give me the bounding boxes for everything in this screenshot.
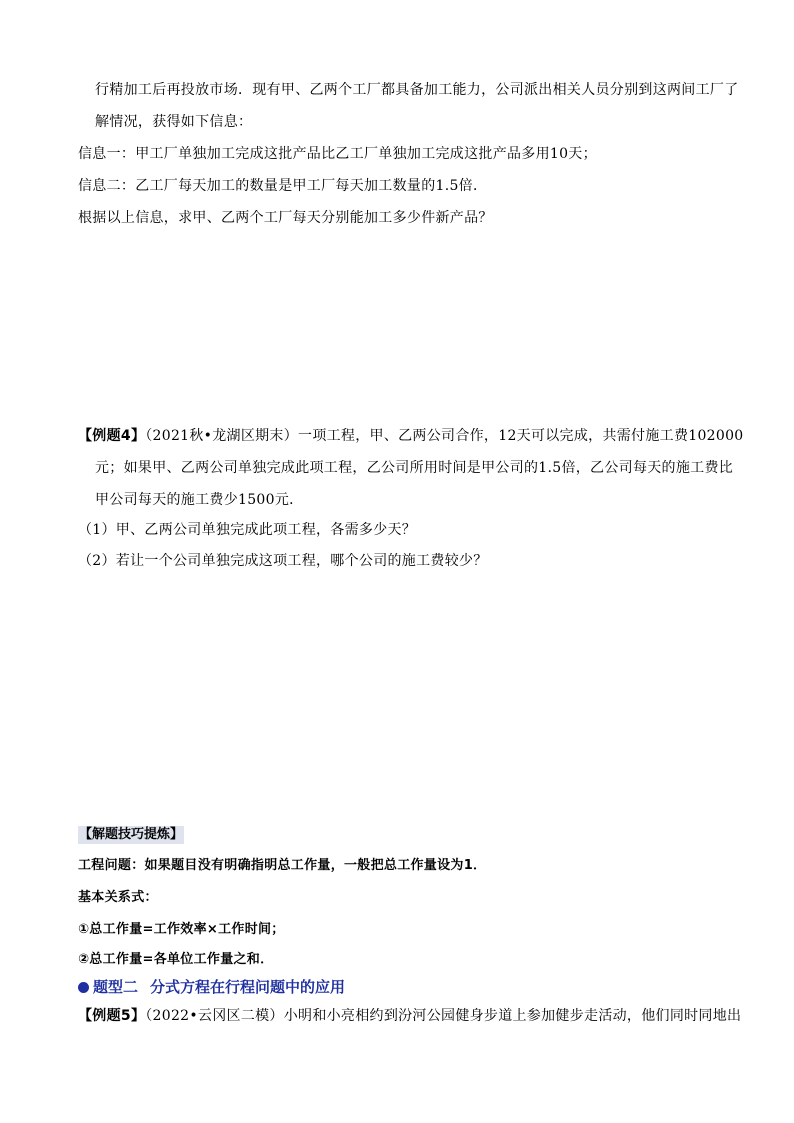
example4-question-1: （1）甲、乙两公司单独完成此项工程，各需多少天？ [78,522,417,538]
tips-line: 基本关系式： [78,890,158,905]
tips-formula-2: ②总工作量=各单位工作量之和． [78,952,274,967]
example5-label: 【例题5】 [78,1008,146,1024]
problem-text-line: 解情况，获得如下信息： [95,114,253,130]
problem-text-line: 行精加工后再投放市场．现有甲、乙两个工厂都具备加工能力，公司派出相关人员分别到这两间工厂了 [95,82,739,98]
problem-question: 根据以上信息，求甲、乙两个工厂每天分别能加工多少件新产品？ [78,210,493,226]
tips-title: 【解题技巧提炼】 [79,827,184,842]
tips-line: 工程问题：如果题目没有明确指明总工作量，一般把总工作量设为1． [78,858,487,873]
tips-formula-1: ①总工作量=工作效率×工作时间； [78,922,285,937]
info-two: 信息二：乙工厂每天加工的数量是甲工厂每天加工数量的1.5倍． [78,178,488,194]
example4-text: （2021秋•龙湖区期末）一项工程，甲、乙两公司合作，12天可以完成，共需付施工费102000 [145,428,744,444]
example4-question-2: （2）若让一个公司单独完成这项工程，哪个公司的施工费较少？ [78,553,488,569]
example4-first-line [78,426,744,446]
example5-text: （2022•云冈区二模）小明和小亮相约到汾河公园健身步道上参加健步走活动，他们同时同地出 [145,1008,742,1024]
section-heading [78,976,345,998]
section-title: 分式方程在行程问题中的应用 [150,978,346,996]
example4-text-line: 甲公司每天的施工费少1500元． [95,492,304,508]
example5-first-line [78,1006,741,1026]
example4-label: 【例题4】 [78,428,146,444]
info-one: 信息一：甲工厂单独加工完成这批产品比乙工厂单独加工完成这批产品多用10天； [78,146,597,162]
section-label: 题型二 [93,978,139,996]
example4-text-line: 元；如果甲、乙两公司单独完成此项工程，乙公司所用时间是甲公司的1.5倍，乙公司每天的施工费比 [95,460,734,476]
bullet-icon [78,982,89,993]
